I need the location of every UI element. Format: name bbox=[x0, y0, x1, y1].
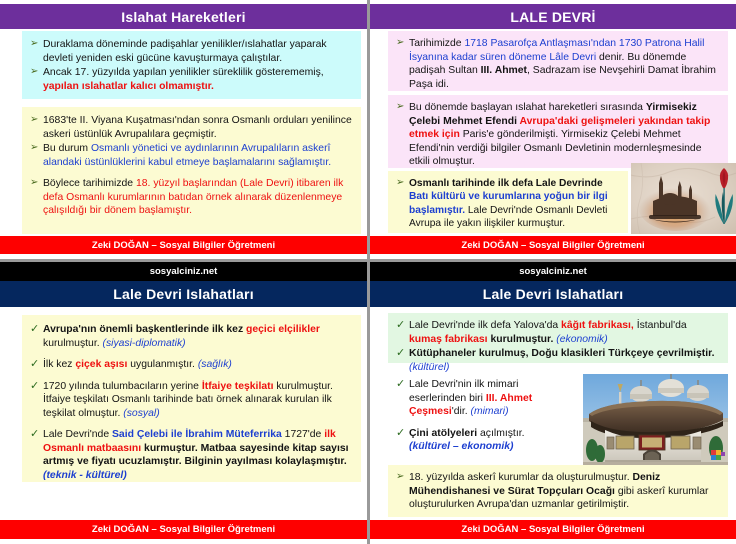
arrow-bullet-icon: ➢ bbox=[396, 471, 405, 482]
text-run: Avrupa'daki gelişmeleri yakından takip etmek için bbox=[409, 115, 711, 141]
bullet-item bbox=[396, 427, 552, 454]
text-run: (mimari) bbox=[470, 406, 509, 418]
slide-top-left-footer bbox=[0, 236, 367, 254]
arrow-bullet-icon: ➢ bbox=[396, 37, 405, 48]
bullet-item bbox=[30, 358, 353, 372]
footer-credit-text: Zeki DOĞAN – Sosyal Bilgiler Öğretmeni bbox=[91, 524, 276, 535]
bullet-item bbox=[30, 380, 353, 421]
check-icon: ✓ bbox=[30, 428, 40, 441]
slide-bottom-left bbox=[0, 281, 367, 544]
check-icon: ✓ bbox=[396, 347, 406, 360]
text-run: , Sadrazam ise Nevşehirli Damat İbrahim Paşa idi. bbox=[409, 65, 716, 90]
bullet-item bbox=[396, 177, 622, 230]
text-run: Osmanlı yönetici ve aydınlarının Avrupalıların askerî alandaki üstünlüklerini kabul etmeye başlamalarını sağlamıştır. bbox=[43, 143, 332, 168]
text-run: kurulmuştur. bbox=[43, 337, 103, 349]
check-icon: ✓ bbox=[30, 379, 40, 392]
arrow-bullet-icon: ➢ bbox=[30, 177, 39, 189]
text-run: açılmıştır. bbox=[477, 427, 525, 439]
text-run: yapılan ıslahatlar kalıcı olmamıştır. bbox=[43, 80, 214, 92]
text-run: Lale Devri'nin ilk mimari eserlerinden biri bbox=[409, 379, 519, 404]
text-run: Osmanlı tarihinde ilk defa Lale Devrinde bbox=[409, 178, 603, 189]
bullet-item bbox=[396, 347, 720, 374]
text-run: (kültürel) bbox=[409, 361, 450, 373]
text-run: Lale Devri'nde bbox=[43, 429, 112, 441]
top-right-block-3 bbox=[388, 171, 628, 233]
text-run: (teknik - kültürel) bbox=[43, 469, 127, 481]
watermark-band-right bbox=[370, 262, 736, 281]
footer-credit-text: Zeki DOĞAN – Sosyal Bilgiler Öğretmeni bbox=[91, 239, 276, 251]
text-run: kurulmuştur. bbox=[487, 333, 557, 345]
spacer bbox=[30, 373, 353, 380]
text-run: Lale Devri'nde ilk defa Yalova'da bbox=[409, 320, 562, 331]
slide-top-left-header bbox=[0, 4, 367, 29]
text-run: 1683'te II. Viyana Kuşatması'ndan sonra Osmanlı orduları yenilince askeri üstünlük Avrupalılara geçmiştir. bbox=[43, 115, 352, 140]
text-run: Said Çelebi ile İbrahim Müteferrika bbox=[112, 429, 282, 441]
text-run: Paris'e gönderilmişti. Yirmisekiz Çelebi Mehmet Efendi'nin verdiği bilgiler Osmanlı Devletinin modernleşmesinde etkili olmuştur. bbox=[409, 129, 702, 168]
spacer bbox=[30, 421, 353, 428]
slide-bottom-right-title: Lale Devri Islahatları bbox=[482, 286, 624, 302]
bullet-item bbox=[396, 378, 552, 419]
footer-credit-text: Zeki DOĞAN – Sosyal Bilgiler Öğretmeni bbox=[461, 239, 645, 251]
bullet-item bbox=[396, 319, 720, 346]
watermark-band-left bbox=[0, 262, 367, 281]
slide-top-right-footer bbox=[370, 236, 736, 254]
text-run: Böylece tarihimizde bbox=[43, 178, 136, 190]
slide-top-right-header bbox=[370, 4, 736, 29]
spacer bbox=[30, 351, 353, 358]
bullet-item bbox=[396, 37, 720, 91]
check-icon: ✓ bbox=[396, 319, 406, 331]
text-run: kumaş fabrikası bbox=[409, 333, 488, 345]
text-run: Kütüphaneler kurulmuş, Doğu klasikleri Türkçeye çevrilmiştir. bbox=[409, 348, 715, 360]
text-run: İstanbul'da bbox=[633, 320, 687, 331]
text-run: çiçek aşısı bbox=[75, 359, 128, 371]
text-run: Duraklama döneminde padişahlar yenilikler/ıslahatlar yaparak devleti yeniden eski gücüne kavuşturmaya çalıştılar. bbox=[43, 39, 327, 64]
arrow-bullet-icon: ➢ bbox=[30, 66, 39, 78]
ottoman-miniature-tulip-image bbox=[631, 163, 736, 234]
top-left-block-1 bbox=[22, 31, 361, 99]
footer-credit-text: Zeki DOĞAN – Sosyal Bilgiler Öğretmeni bbox=[461, 524, 645, 535]
text-run: Batı kültürü ve kurumlarına yoğun bir ilgi başlamıştır. bbox=[409, 191, 608, 216]
bullet-item bbox=[30, 323, 353, 350]
text-run: geçici elçilikler bbox=[246, 324, 320, 335]
top-left-block-2 bbox=[22, 107, 361, 234]
top-right-block-2 bbox=[388, 95, 728, 168]
bullet-item bbox=[30, 66, 353, 93]
bottom-right-block-3 bbox=[388, 465, 728, 517]
text-run: 1718 Pasarofça Antlaşması'ndan 1730 Patrona Halil İsyanına kadar süren döneme Lâle Devri bbox=[409, 38, 705, 63]
arrow-bullet-icon: ➢ bbox=[30, 142, 39, 154]
slide-bottom-right-footer bbox=[370, 520, 736, 539]
check-icon: ✓ bbox=[396, 426, 406, 439]
check-icon: ✓ bbox=[30, 323, 40, 335]
text-run: III. Ahmet bbox=[480, 65, 528, 77]
slide-top-right bbox=[370, 0, 736, 259]
slide-bottom-left-header bbox=[0, 281, 367, 307]
text-run: uygulanmıştır. bbox=[127, 359, 198, 371]
bottom-right-block-1 bbox=[388, 313, 728, 373]
slide-bottom-left-footer bbox=[0, 520, 367, 539]
bottom-right-block-2 bbox=[388, 374, 556, 456]
bottom-left-block-1 bbox=[22, 315, 361, 482]
bullet-item bbox=[30, 177, 353, 218]
bullet-item bbox=[30, 38, 353, 65]
bullet-item bbox=[396, 471, 720, 512]
slide-top-right-title: LALE DEVRİ bbox=[510, 8, 596, 25]
text-run: Lale Devri'nde Osmanlı Devleti Avrupa ile yakın ilişkiler kurmuştur. bbox=[409, 204, 608, 229]
text-run: 18. yüzyılda askerî kurumlar da oluşturulmuştur. bbox=[409, 472, 633, 483]
bullet-item bbox=[396, 101, 720, 169]
slide-top-left bbox=[0, 0, 367, 259]
text-run: Bu dönemde başlayan ıslahat hareketleri sırasında bbox=[409, 102, 646, 113]
check-icon: ✓ bbox=[30, 358, 40, 371]
text-run: İlk kez bbox=[43, 359, 76, 371]
text-run: gibi askerî kurumlar oluşturulurken Avrupa'dan uzmanlar getirilmiştir. bbox=[409, 485, 709, 511]
arrow-bullet-icon: ➢ bbox=[396, 177, 405, 188]
text-run: Avrupa'nın önemli başkentlerinde ilk kez bbox=[43, 324, 247, 335]
text-run: (ekonomik) bbox=[556, 333, 608, 345]
bullet-item bbox=[30, 428, 353, 482]
text-run: İtfaiye teşkilatı bbox=[201, 380, 274, 392]
slide-bottom-right-header bbox=[370, 281, 736, 307]
bullet-item bbox=[30, 142, 353, 169]
text-run: Deniz Mühendishanesi ve Sürat Topçuları Ocağı bbox=[409, 472, 661, 497]
text-run: (sosyal) bbox=[123, 407, 160, 419]
text-run: Çini atölyeleri bbox=[409, 427, 478, 439]
text-run: 'dir. bbox=[451, 406, 471, 418]
spacer bbox=[396, 420, 552, 427]
text-run: (kültürel – ekonomik) bbox=[409, 441, 514, 453]
text-run: 1720 yılında tulumbacıların yerine bbox=[43, 380, 202, 392]
text-run: III. Ahmet Çeşmesi bbox=[409, 392, 533, 418]
top-right-block-1 bbox=[388, 31, 728, 91]
spacer bbox=[30, 170, 353, 177]
bullet-item bbox=[30, 114, 353, 141]
arrow-bullet-icon: ➢ bbox=[30, 114, 39, 125]
arrow-bullet-icon: ➢ bbox=[396, 101, 405, 112]
iii-ahmet-cesmesi-image bbox=[583, 374, 728, 466]
text-run: denir. Bu dönemde padişah Sultan bbox=[409, 51, 687, 77]
text-run: Bu durum bbox=[43, 143, 91, 155]
slide-top-left-title: Islahat Hareketleri bbox=[121, 8, 246, 25]
text-run: 18. yüzyıl başlarından (Lale Devri) itibaren ilk defa Osmanlı kurumlarının batıdan örnek alınarak düzenlenmeye çalışıldığı bir dönem başlamıştır. bbox=[43, 178, 344, 217]
text-run: kâğıt fabrikası, bbox=[561, 320, 634, 331]
watermark-text: sosyalciniz.net bbox=[519, 266, 587, 277]
slide-bottom-left-title: Lale Devri Islahatları bbox=[113, 286, 254, 302]
text-run: ilk Osmanlı matbaasını bbox=[43, 429, 336, 454]
arrow-bullet-icon: ➢ bbox=[30, 38, 39, 49]
text-run: Tarihimizde bbox=[409, 38, 465, 49]
text-run: Yirmisekiz Çelebi Mehmet Efendi bbox=[409, 102, 697, 127]
text-run: kurulmuştur. İtfaiye teşkilatı Osmanlı tarihinde batı örnek alınarak kurulan ilk teşkilat olmuştur. bbox=[43, 380, 333, 419]
text-run: kurmuştur. Matbaa sayesinde kitap sayısı artmış ve fiyatı ucuzlamıştır. Bilginin yayılması kolaylaşmıştır. bbox=[43, 442, 349, 468]
slide-bottom-right bbox=[370, 281, 736, 544]
text-run: 1727'de bbox=[281, 429, 325, 441]
text-run: (sağlık) bbox=[197, 359, 232, 371]
watermark-text: sosyalciniz.net bbox=[149, 266, 218, 277]
text-run: (siyasi-diplomatik) bbox=[102, 337, 186, 349]
text-run: Ancak 17. yüzyılda yapılan yenilikler süreklilik gösterememiş, bbox=[43, 67, 324, 79]
check-icon: ✓ bbox=[396, 378, 406, 390]
